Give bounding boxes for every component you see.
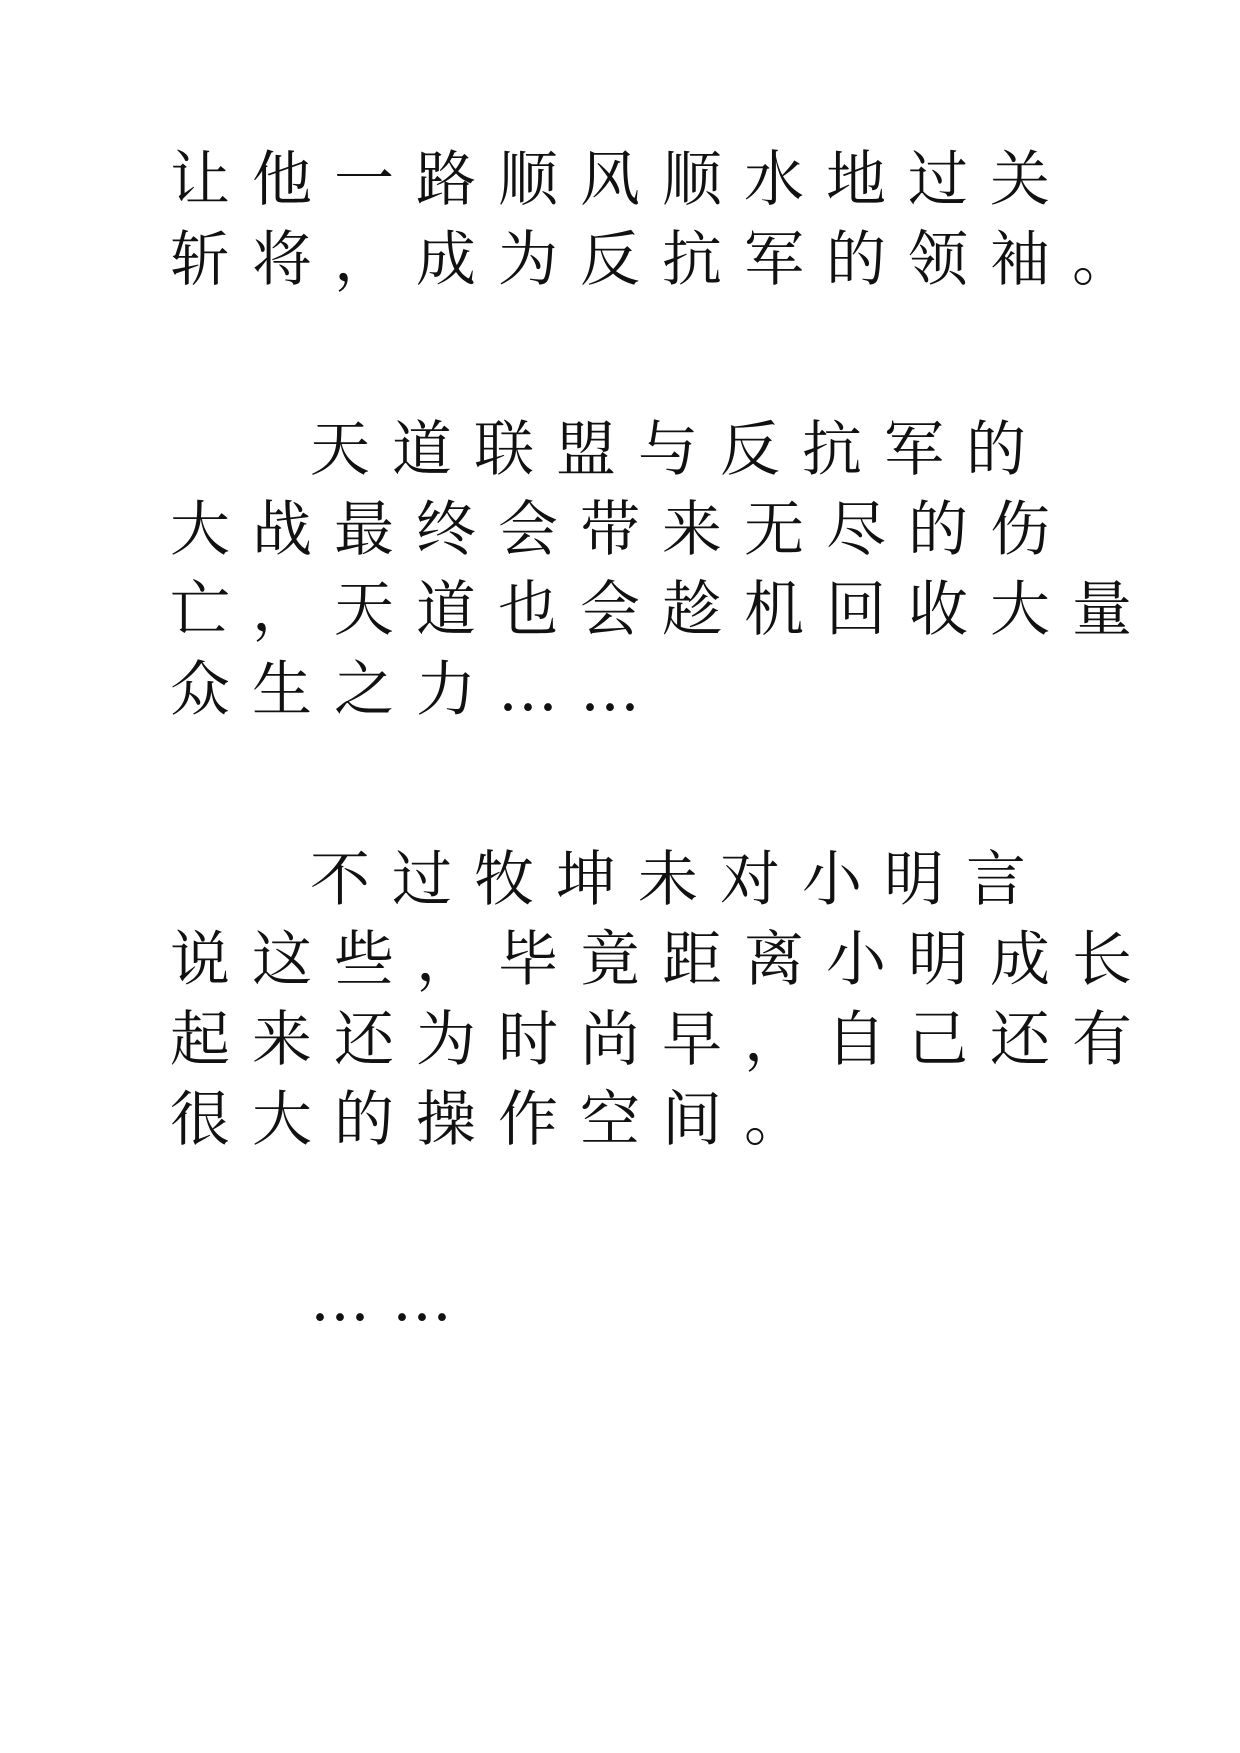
paragraph-3-line-1: 不过牧坤未对小明言: [310, 845, 1048, 915]
paragraph-3-line-3: 起来还为时尚早，自己还有: [170, 1005, 1154, 1075]
paragraph-3-line-4: 很大的操作空间。: [170, 1085, 826, 1155]
paragraph-2-line-3: 亡，天道也会趁机回收大量: [170, 575, 1154, 645]
paragraph-1-line-2: 斩将，成为反抗军的领袖。: [170, 225, 1154, 295]
paragraph-2-line-1: 天道联盟与反抗军的: [310, 415, 1048, 485]
paragraph-2-line-4: 众生之力……: [170, 655, 662, 725]
paragraph-3-line-2: 说这些，毕竟距离小明成长: [170, 925, 1154, 995]
paragraph-4: [170, 1260, 950, 1340]
paragraph-2: [170, 410, 1154, 730]
paragraph-1-line-1: 让他一路顺风顺水地过关: [170, 145, 1072, 215]
paragraph-1: [170, 140, 1154, 300]
paragraph-2-line-2: 大战最终会带来无尽的伤: [170, 495, 1072, 565]
paragraph-4-line-1: ……: [310, 1265, 474, 1335]
paragraph-3: [170, 840, 1154, 1160]
